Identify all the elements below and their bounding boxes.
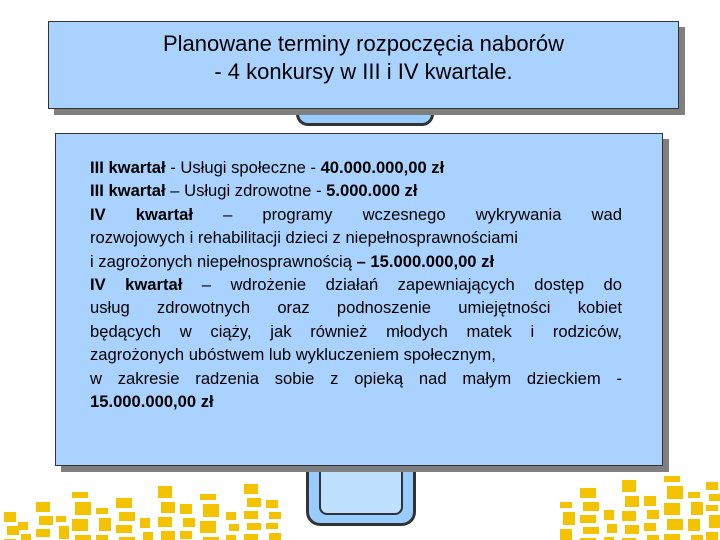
- body-line-1: III kwartał - Usługi społeczne - 40.000.000,00 zł: [90, 158, 445, 177]
- title-box: [48, 21, 679, 109]
- title-line-2: - 4 konkursy w III i IV kwartale.: [214, 59, 513, 84]
- body-line-3: IV kwartał – programy wczesnego wykrywania wad: [90, 204, 622, 224]
- content-text: [90, 156, 622, 413]
- body-line-2: III kwartał – Usługi zdrowotne - 5.000.000 zł: [90, 181, 418, 201]
- body-line-8: będących w ciąży, jak również młodych matek i rodziców,: [90, 321, 622, 341]
- body-line-10: w zakresie radzenia sobie z opieką nad małym dzieckiem -: [90, 368, 622, 388]
- title-line-1: Planowane terminy rozpoczęcia naborów: [162, 31, 565, 56]
- body-line-5: i zagrożonych niepełnosprawnością – 15.000.000,00 zł: [90, 251, 495, 271]
- body-line-7: usług zdrowotnych oraz podnoszenie umiejętności kobiet: [90, 298, 622, 318]
- content-box: [55, 133, 663, 466]
- yellow-stripes-decoration: [0, 472, 720, 540]
- body-line-9: zagrożonych ubóstwem lub wykluczeniem społecznym,: [90, 345, 496, 365]
- body-line-6: IV kwartał – wdrożenie działań zapewniających dostęp do: [90, 275, 622, 295]
- body-line-4: rozwojowych i rehabilitacji dzieci z niepełnosprawnościami: [90, 228, 518, 248]
- slide-title: [49, 22, 678, 86]
- body-line-11: 15.000.000,00 zł: [90, 392, 214, 412]
